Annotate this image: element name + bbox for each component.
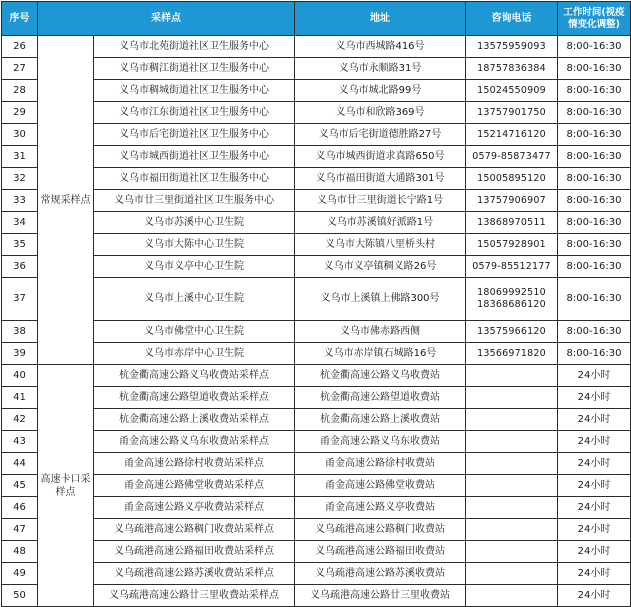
site-hours: 8:00-16:30 [558,146,631,168]
site-address: 义乌市西城路416号 [295,36,466,58]
site-hours: 8:00-16:30 [558,36,631,58]
site-name: 杭金衢高速公路义乌收费站采样点 [94,365,295,387]
table-row [2,519,631,541]
site-hours: 8:00-16:30 [558,58,631,80]
header-site: 采样点 [38,2,295,36]
site-phone [466,475,558,497]
row-number: 48 [2,541,38,563]
site-phone [466,563,558,585]
row-number: 35 [2,234,38,256]
site-hours: 8:00-16:30 [558,256,631,278]
site-hours: 24小时 [558,431,631,453]
site-phone: 18069992510 18368686120 [466,278,558,321]
row-number: 44 [2,453,38,475]
table-row [2,541,631,563]
site-hours: 24小时 [558,563,631,585]
table-row [2,585,631,607]
site-address: 义乌市大陈镇八里桥头村 [295,234,466,256]
site-address: 义乌市永顺路31号 [295,58,466,80]
header-phone: 咨询电话 [466,2,558,36]
row-number: 34 [2,212,38,234]
table-body [2,36,631,607]
site-address: 义乌市廿三里街道长宁路1号 [295,190,466,212]
site-name: 义乌市北苑街道社区卫生服务中心 [94,36,295,58]
site-address: 义乌市城北路99号 [295,80,466,102]
site-address: 义乌疏港高速公路苏溪收费站 [295,563,466,585]
table-row [2,80,631,102]
site-hours: 8:00-16:30 [558,343,631,365]
site-phone [466,453,558,475]
table-row [2,431,631,453]
site-phone: 15057928901 [466,234,558,256]
site-name: 义乌市江东街道社区卫生服务中心 [94,102,295,124]
site-name: 义乌市廿三里街道社区卫生服务中心 [94,190,295,212]
site-address: 甬金高速公路佛堂收费站 [295,475,466,497]
site-address: 甬金高速公路义亭收费站 [295,497,466,519]
table-row [2,453,631,475]
site-name: 义乌市赤岸中心卫生院 [94,343,295,365]
row-number: 45 [2,475,38,497]
site-phone: 13575966120 [466,321,558,343]
table-row [2,343,631,365]
site-hours: 8:00-16:30 [558,321,631,343]
site-name: 义乌市苏溪中心卫生院 [94,212,295,234]
sampling-sites-table [1,1,631,607]
row-number: 38 [2,321,38,343]
site-address: 杭金衢高速公路上溪收费站 [295,409,466,431]
table-row [2,563,631,585]
site-phone: 13757906907 [466,190,558,212]
table-row [2,256,631,278]
site-hours: 24小时 [558,453,631,475]
site-address: 义乌市苏溪镇好派路1号 [295,212,466,234]
site-address: 义乌市上溪镇上佛路300号 [295,278,466,321]
site-name: 甬金高速公路佛堂收费站采样点 [94,475,295,497]
row-number: 27 [2,58,38,80]
site-phone: 0579-85873477 [466,146,558,168]
row-number: 47 [2,519,38,541]
row-number: 36 [2,256,38,278]
site-name: 义乌市佛堂中心卫生院 [94,321,295,343]
site-address: 义乌市赤岸镇石城路16号 [295,343,466,365]
row-number: 50 [2,585,38,607]
site-phone [466,497,558,519]
header-hours: 工作时间(视疫情变化调整) [558,2,631,36]
site-hours: 8:00-16:30 [558,278,631,321]
site-hours: 8:00-16:30 [558,234,631,256]
site-address: 义乌市佛赤路西侧 [295,321,466,343]
site-phone [466,431,558,453]
site-hours: 8:00-16:30 [558,168,631,190]
site-phone: 13757901750 [466,102,558,124]
site-address: 甬金高速公路徐村收费站 [295,453,466,475]
site-name: 甬金高速公路徐村收费站采样点 [94,453,295,475]
site-address: 杭金衢高速公路望道收费站 [295,387,466,409]
site-phone [466,541,558,563]
row-number: 30 [2,124,38,146]
table-row [2,234,631,256]
row-number: 41 [2,387,38,409]
site-hours: 8:00-16:30 [558,124,631,146]
site-phone: 13566971820 [466,343,558,365]
site-phone: 18757836384 [466,58,558,80]
site-phone: 15024550909 [466,80,558,102]
table-row [2,36,631,58]
table-row [2,365,631,387]
header-no: 序号 [2,2,38,36]
site-phone [466,409,558,431]
site-hours: 8:00-16:30 [558,80,631,102]
site-phone: 0579-85512177 [466,256,558,278]
row-number: 40 [2,365,38,387]
row-number: 28 [2,80,38,102]
site-hours: 24小时 [558,387,631,409]
site-phone: 13575959093 [466,36,558,58]
site-name: 杭金衢高速公路上溪收费站采样点 [94,409,295,431]
site-address: 义乌市后宅街道德胜路27号 [295,124,466,146]
site-hours: 24小时 [558,541,631,563]
site-phone [466,519,558,541]
row-number: 32 [2,168,38,190]
site-name: 甬金高速公路义乌东收费站采样点 [94,431,295,453]
site-name: 杭金衢高速公路望道收费站采样点 [94,387,295,409]
site-phone [466,387,558,409]
site-name: 义乌市义亭中心卫生院 [94,256,295,278]
table-header-row [2,2,631,36]
category-label: 常规采样点 [38,36,94,365]
site-hours: 24小时 [558,497,631,519]
site-name: 义乌市福田街道社区卫生服务中心 [94,168,295,190]
table-row [2,278,631,321]
table-row [2,321,631,343]
table-row [2,146,631,168]
site-phone [466,585,558,607]
site-hours: 24小时 [558,409,631,431]
site-hours: 24小时 [558,475,631,497]
row-number: 46 [2,497,38,519]
site-hours: 8:00-16:30 [558,102,631,124]
site-address: 杭金衢高速公路义乌收费站 [295,365,466,387]
site-name: 义乌市上溪中心卫生院 [94,278,295,321]
site-name: 义乌市稠江街道社区卫生服务中心 [94,58,295,80]
category-label: 高速卡口采样点 [38,365,94,607]
site-name: 义乌疏港高速公路苏溪收费站采样点 [94,563,295,585]
site-name: 义乌市城西街道社区卫生服务中心 [94,146,295,168]
site-address: 义乌市城西街道求真路650号 [295,146,466,168]
table-row [2,102,631,124]
row-number: 39 [2,343,38,365]
table-row [2,475,631,497]
row-number: 49 [2,563,38,585]
site-address: 义乌疏港高速公路廿三里收费站 [295,585,466,607]
site-phone: 13868970511 [466,212,558,234]
site-address: 义乌市义亭镇稠义路26号 [295,256,466,278]
site-name: 义乌疏港高速公路福田收费站采样点 [94,541,295,563]
site-name: 义乌市大陈中心卫生院 [94,234,295,256]
site-address: 义乌疏港高速公路福田收费站 [295,541,466,563]
table-row [2,190,631,212]
row-number: 42 [2,409,38,431]
site-name: 义乌疏港高速公路廿三里收费站采样点 [94,585,295,607]
table-row [2,409,631,431]
row-number: 33 [2,190,38,212]
table-row [2,168,631,190]
table-row [2,58,631,80]
site-hours: 8:00-16:30 [558,190,631,212]
site-address: 义乌市和欣路369号 [295,102,466,124]
table-row [2,387,631,409]
site-hours: 24小时 [558,365,631,387]
site-hours: 24小时 [558,519,631,541]
site-phone: 15005895120 [466,168,558,190]
site-address: 义乌市福田街道大通路301号 [295,168,466,190]
row-number: 26 [2,36,38,58]
site-address: 义乌疏港高速公路稠门收费站 [295,519,466,541]
site-phone: 15214716120 [466,124,558,146]
row-number: 29 [2,102,38,124]
table-row [2,497,631,519]
site-address: 甬金高速公路义乌东收费站 [295,431,466,453]
site-hours: 24小时 [558,585,631,607]
site-hours: 8:00-16:30 [558,212,631,234]
table-row [2,124,631,146]
row-number: 37 [2,278,38,321]
site-phone [466,365,558,387]
row-number: 31 [2,146,38,168]
site-name: 义乌市后宅街道社区卫生服务中心 [94,124,295,146]
site-name: 义乌疏港高速公路稠门收费站采样点 [94,519,295,541]
row-number: 43 [2,431,38,453]
header-address: 地址 [295,2,466,36]
site-name: 甬金高速公路义亭收费站采样点 [94,497,295,519]
site-name: 义乌市稠城街道社区卫生服务中心 [94,80,295,102]
table-row [2,212,631,234]
